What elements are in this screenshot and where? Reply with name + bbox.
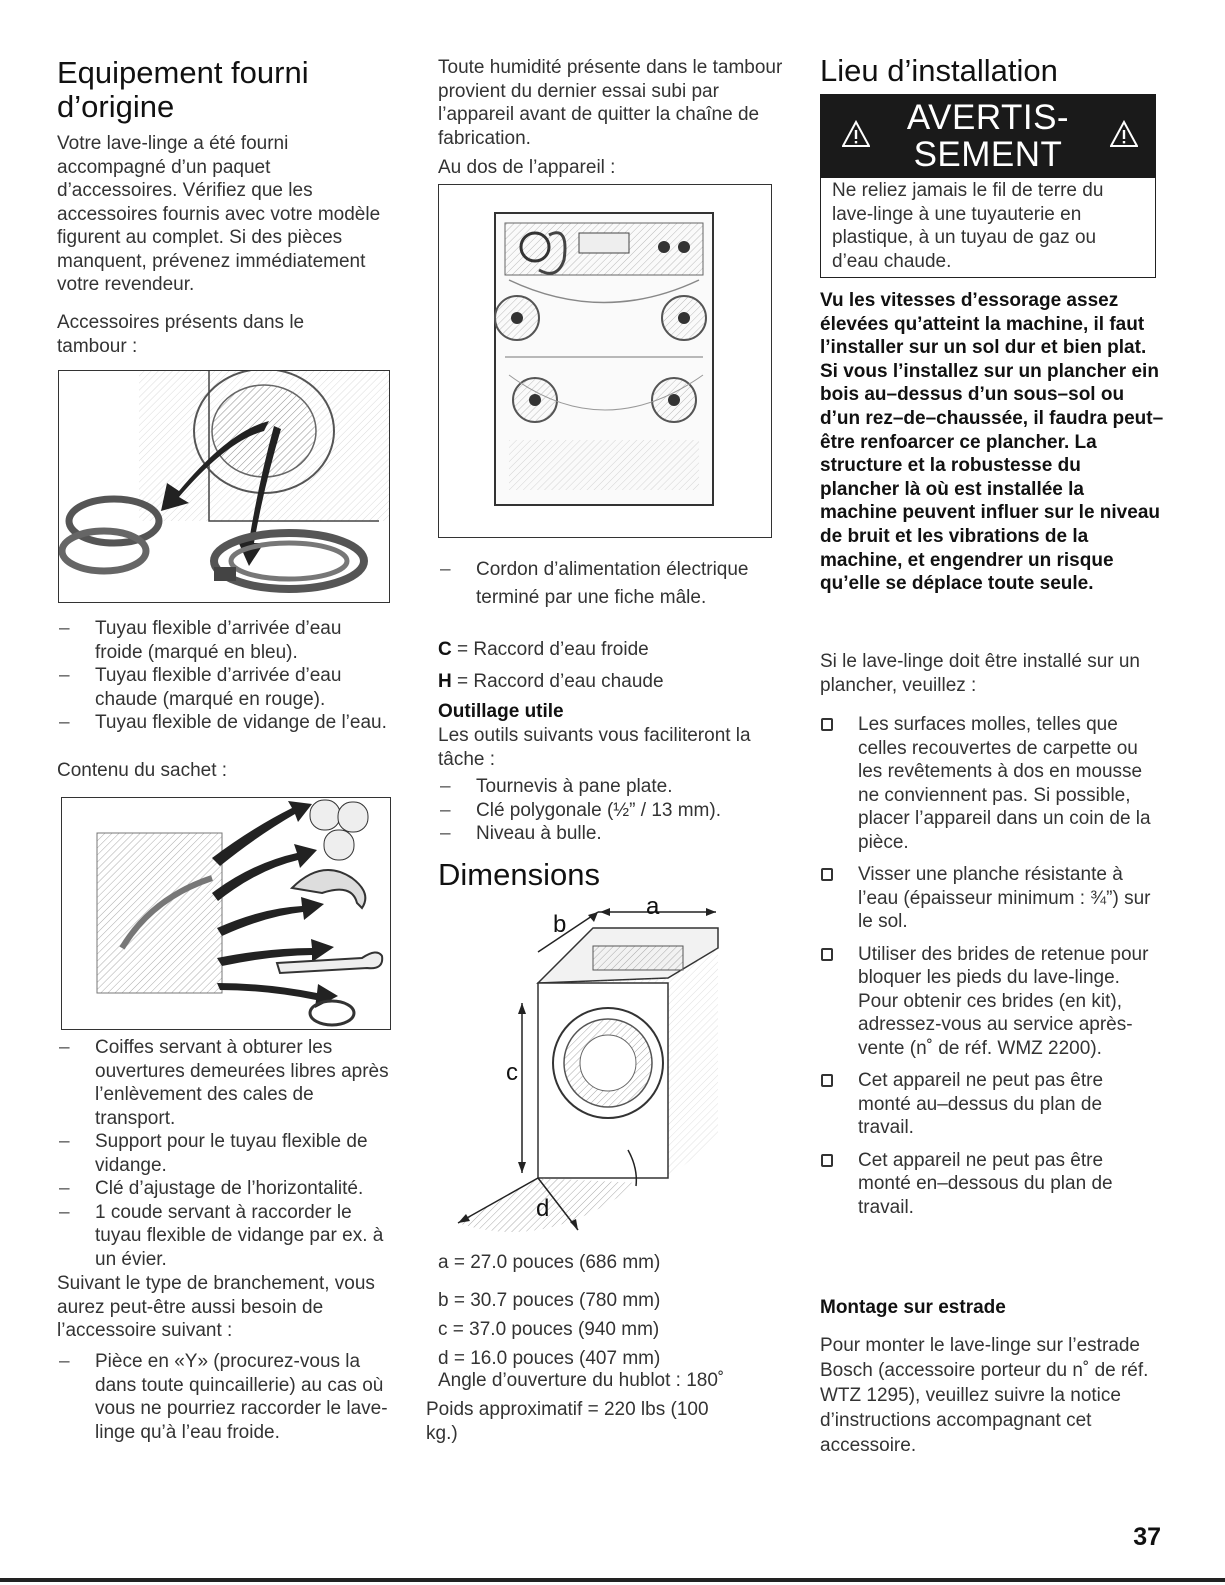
back-label: Au dos de l’appareil :: [438, 157, 616, 178]
warning-title-line-1: AVERTIS-: [906, 98, 1070, 137]
check-text: Cet appareil ne peut pas être monté au–dessus du plan de travail.: [858, 1070, 1104, 1138]
list-item: – Clé polygonale (½” / 13 mm).: [438, 799, 778, 823]
door-angle: Angle d’ouverture du hublot : 180˚: [438, 1370, 725, 1391]
list-item: [820, 1069, 1160, 1140]
list-item: – 1 coude servant à raccorder le tuyau flexible de vidange par ex. à un évier.: [57, 1201, 397, 1272]
drum-accessories-illustration: [59, 371, 389, 602]
check-text: Visser une planche résistante à l’eau (épaisseur minimum : ¾”) sur le sol.: [858, 864, 1151, 932]
warning-header: [820, 94, 1156, 178]
back-items-list: [438, 556, 778, 612]
bag-label: Contenu du sachet :: [57, 760, 228, 781]
back-of-appliance-figure: [438, 184, 772, 538]
checkbox-icon: [821, 718, 833, 731]
intro-text: Votre lave-linge a été fourni accompagné d’un paquet d’accessoires. Vérifiez que les accessoires fournis avec votre modèle figurent au complet. Si des pièces manquent, prévenez immédiatement votre revendeur.: [57, 133, 381, 295]
checkbox-icon: [821, 868, 833, 881]
checkbox-icon: [821, 1154, 833, 1167]
bag-contents-figure: [61, 797, 391, 1030]
list-item: – Niveau à bulle.: [438, 822, 778, 846]
list-item: [820, 713, 1160, 854]
list-item: [820, 863, 1160, 934]
tools-intro: Les outils suivants vous faciliteront la tâche :: [438, 725, 751, 770]
bag-contents-illustration: [62, 798, 390, 1029]
dim-b: b = 30.7 pouces (780 mm): [438, 1290, 661, 1311]
list-item: – Coiffes servant à obturer les ouvertures demeurées libres après l’enlèvement des cales de transport.: [57, 1036, 397, 1130]
floor-checklist: [820, 713, 1160, 1228]
drum-items-list: [57, 617, 392, 735]
list-item: [820, 1149, 1160, 1220]
list-item: – Support pour le tuyau flexible de vidange.: [57, 1130, 397, 1177]
cold-text: = Raccord d’eau froide: [451, 639, 649, 660]
back-of-appliance-illustration: [439, 185, 771, 537]
hot-text: = Raccord d’eau chaude: [451, 671, 664, 692]
warning-title: [907, 99, 1069, 173]
warning-box: [817, 94, 1162, 278]
check-text: Cet appareil ne peut pas être monté en–dessous du plan de travail.: [858, 1149, 1113, 1218]
warning-triangle-icon: [842, 120, 870, 148]
dimensions-diagram: [438, 888, 778, 1248]
section-title-installation: Lieu d’installation: [820, 53, 1058, 88]
bag-items-list: [57, 1036, 397, 1271]
list-item: – Tournevis à pane plate.: [438, 775, 778, 799]
floor-intro: Si le lave-linge doit être installé sur un plancher, veuillez :: [820, 651, 1141, 696]
warning-title-line-2: SEMENT: [913, 135, 1063, 174]
label-a: a: [646, 893, 660, 920]
floor-warning-bold: Vu les vitesses d’essorage assez élevées qu’atteint la machine, il faut l’installer sur un sol dur et bien plat. Si vous l’installez sur un plancher ein bois au–dessus d’un sous–sol ou d’un rez–de–chaussée, il faudra peut–être renfoarcer ce plancher. La structure et la robustesse du plancher là où est installée la machine peuvent influer sur le niveau de bruit et les vibrations de la machine, et engendrer un risque qu’elle se déplace toute seule.: [820, 290, 1164, 595]
section-title-dimensions: Dimensions: [438, 857, 600, 892]
weight: Poids approximatif = 220 lbs (100 kg.): [426, 1399, 709, 1444]
list-item: [820, 943, 1160, 1061]
list-item: – Tuyau flexible de vidange de l’eau.: [57, 711, 392, 735]
hot-connector: [438, 670, 778, 694]
list-item: – Cordon d’alimentation électrique terminé par une fiche mâle.: [438, 556, 778, 612]
list-item: – Clé d’ajustage de l’horizontalité.: [57, 1177, 397, 1201]
list-item: – Tuyau flexible d’arrivée d’eau chaude (marqué en rouge).: [57, 664, 392, 711]
check-text: Les surfaces molles, telles que celles recouvertes de carpette ou les revêtements à dos en mousse ne conviennent pas. Si possible, placer l’appareil dans un coin de la pièce.: [858, 714, 1151, 853]
label-c: c: [506, 1059, 518, 1086]
warning-body: [820, 178, 1156, 278]
checkbox-icon: [821, 1074, 833, 1087]
tools-title: Outillage utile: [438, 701, 564, 722]
platform-text: Pour monter le lave-linge sur l’estrade Bosch (accessoire porteur du n˚ de réf. WTZ 1295), veuillez suivre la notice d’instructions accompagnant cet accessoire.: [820, 1335, 1149, 1456]
check-text: Utiliser des brides de retenue pour bloquer les pieds du lave-linge.: [858, 943, 1149, 988]
label-d: d: [536, 1195, 550, 1222]
check-extra-text: Pour obtenir ces brides (en kit), adressez-vous au service après-vente (n˚ de réf. WMZ 2200).: [858, 990, 1133, 1059]
page-number: 37: [1133, 1523, 1161, 1551]
label-b: b: [553, 911, 567, 938]
warning-text: Ne reliez jamais le fil de terre du lave-linge à une tuyauterie en plastique, à un tuyau de gaz ou d’eau chaude.: [832, 180, 1104, 272]
bottom-rule: [0, 1578, 1225, 1582]
platform-title: Montage sur estrade: [820, 1297, 1006, 1318]
dim-a: a = 27.0 pouces (686 mm): [438, 1252, 661, 1273]
extra-label: Suivant le type de branchement, vous aurez peut-être aussi besoin de l’accessoire suivant :: [57, 1273, 375, 1341]
list-item: – Tuyau flexible d’arrivée d’eau froide (marqué en bleu).: [57, 617, 392, 664]
warning-triangle-icon: [1110, 120, 1138, 148]
drum-label: Accessoires présents dans le tambour :: [57, 312, 305, 357]
drum-accessories-figure: [58, 370, 390, 603]
extra-items-list: [57, 1350, 392, 1444]
tools-list: [438, 775, 778, 846]
hot-key: H: [438, 671, 452, 692]
list-item: – Pièce en «Y» (procurez-vous la dans toute quincaillerie) au cas où vous ne pourriez raccorder le lave-linge qu’à l’eau froide.: [57, 1350, 392, 1444]
dim-d: d = 16.0 pouces (407 mm): [438, 1348, 661, 1369]
cold-key: C: [438, 639, 452, 660]
humidity-text: Toute humidité présente dans le tambour provient du dernier essai subi par l’appareil avant de quitter la chaîne de fabrication.: [438, 57, 783, 149]
section-title-equipment: Equipement fourni d’origine: [57, 55, 309, 124]
cold-connector: [438, 638, 778, 662]
checkbox-icon: [821, 948, 833, 961]
dim-c: c = 37.0 pouces (940 mm): [438, 1319, 660, 1340]
